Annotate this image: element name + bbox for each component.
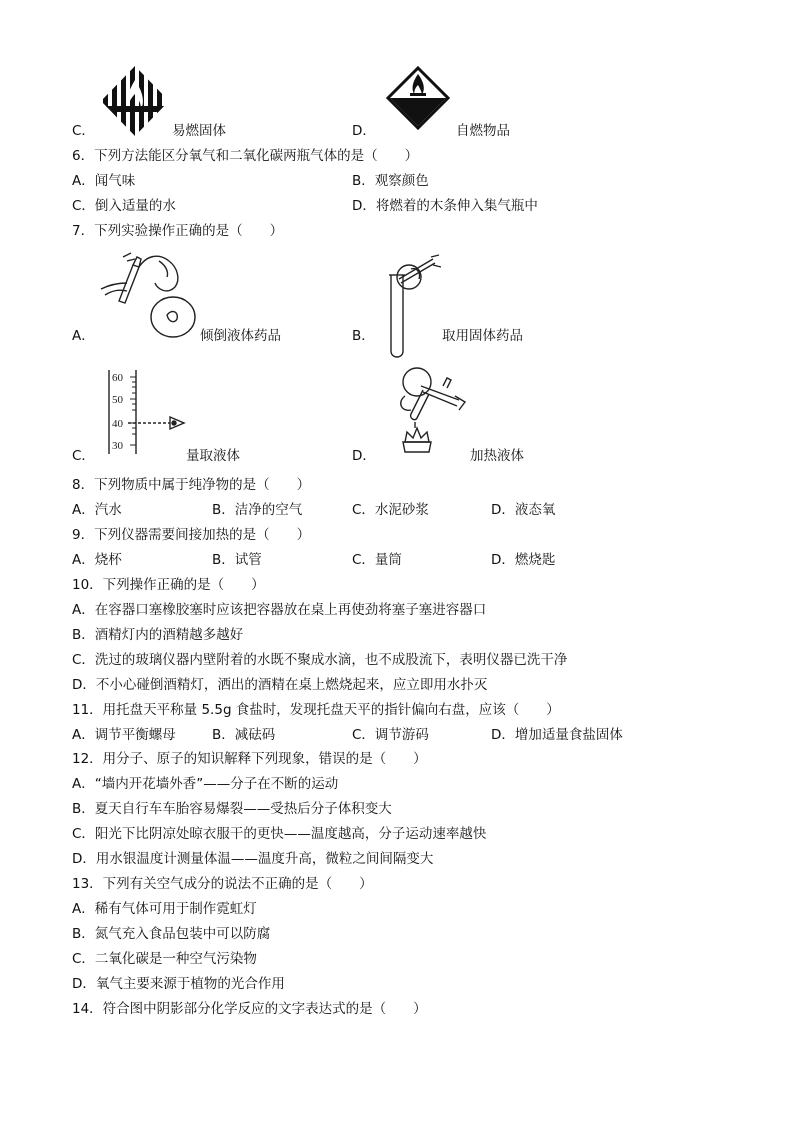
- q6-stem: 6．下列方法能区分氧气和二氧化碳两瓶气体的是（ ）: [72, 148, 419, 164]
- q5-option-d-letter: D．: [352, 123, 376, 139]
- q6-option-a: A．闻气味: [72, 173, 136, 189]
- spontaneous-combustion-symbol: [386, 66, 450, 130]
- q7-stem: 7．下列实验操作正确的是（ ）: [72, 223, 284, 239]
- q13-option-c: C．二氧化碳是一种空气污染物: [72, 951, 257, 967]
- q5-option-c-letter: C．: [72, 123, 95, 139]
- q7-option-c-caption: 量取液体: [186, 448, 240, 464]
- q12-option-d: D．用水银温度计测量体温——温度升高，微粒之间间隔变大: [72, 851, 434, 867]
- q10-stem: 10．下列操作正确的是（ ）: [72, 577, 265, 593]
- q6-option-d: D．将燃着的木条伸入集气瓶中: [352, 198, 538, 214]
- q8-option-c: C．水泥砂浆: [352, 502, 429, 518]
- cylinder-scale-40: 40: [112, 418, 123, 430]
- q14-stem: 14．符合图中阴影部分化学反应的文字表达式的是（ ）: [72, 1001, 427, 1017]
- pouring-liquid-illustration: [97, 249, 197, 339]
- q6-option-c: C．倒入适量的水: [72, 198, 176, 214]
- q9-option-a: A．烧杯: [72, 552, 122, 568]
- q12-option-a: A．“墙内开花墙外香”——分子在不断的运动: [72, 776, 339, 792]
- q8-option-a: A．汽水: [72, 502, 122, 518]
- q5-option-c-caption: 易燃固体: [172, 123, 226, 139]
- q11-option-b: B．减砝码: [212, 727, 276, 743]
- q12-option-b: B．夏天自行车车胎容易爆裂——受热后分子体积变大: [72, 801, 392, 817]
- q11-option-c: C．调节游码: [352, 727, 429, 743]
- q7-option-b-letter: B．: [352, 328, 375, 344]
- q11-stem: 11．用托盘天平称量 5.5g 食盐时，发现托盘天平的指针偏向右盘，应该（ ）: [72, 702, 560, 718]
- q11-option-a: A．调节平衡螺母: [72, 727, 176, 743]
- q13-option-b: B．氮气充入食品包装中可以防腐: [72, 926, 271, 942]
- q5-option-d-caption: 自燃物品: [456, 123, 510, 139]
- q6-option-b: B．观察颜色: [352, 173, 429, 189]
- q9-option-c: C．量筒: [352, 552, 402, 568]
- q12-option-c: C．阳光下比阴凉处晾衣服干的更快——温度越高，分子运动速率越快: [72, 826, 487, 842]
- q10-option-c: C．洗过的玻璃仪器内壁附着的水既不聚成水滴，也不成股流下，表明仪器已洗干净: [72, 652, 568, 668]
- flammable-solid-symbol: [101, 66, 169, 136]
- q13-option-d: D．氧气主要来源于植物的光合作用: [72, 976, 285, 992]
- measuring-cylinder-illustration: [104, 368, 194, 456]
- q9-option-d: D．燃烧匙: [491, 552, 556, 568]
- q9-option-b: B．试管: [212, 552, 262, 568]
- q7-option-a-letter: A．: [72, 328, 95, 344]
- cylinder-scale-50: 50: [112, 394, 123, 406]
- q9-stem: 9．下列仪器需要间接加热的是（ ）: [72, 527, 311, 543]
- cylinder-scale-60: 60: [112, 372, 123, 384]
- cylinder-scale-30: 30: [112, 440, 123, 452]
- q7-option-c-letter: C．: [72, 448, 95, 464]
- q10-option-d: D．不小心碰倒酒精灯，洒出的酒精在桌上燃烧起来，应立即用水扑灭: [72, 677, 488, 693]
- q12-stem: 12．用分子、原子的知识解释下列现象，错误的是（ ）: [72, 751, 427, 767]
- q13-option-a: A．稀有气体可用于制作霓虹灯: [72, 901, 257, 917]
- q10-option-b: B．酒精灯内的酒精越多越好: [72, 627, 244, 643]
- q10-option-a: A．在容器口塞橡胶塞时应该把容器放在桌上再使劲将塞子塞进容器口: [72, 602, 487, 618]
- q7-option-a-caption: 倾倒液体药品: [200, 328, 281, 344]
- q7-option-d-caption: 加热液体: [470, 448, 524, 464]
- q8-stem: 8．下列物质中属于纯净物的是（ ）: [72, 477, 311, 493]
- taking-solid-illustration: [381, 253, 451, 363]
- q13-stem: 13．下列有关空气成分的说法不正确的是（ ）: [72, 876, 373, 892]
- q8-option-d: D．液态氧: [491, 502, 556, 518]
- heating-liquid-illustration: [393, 366, 473, 462]
- q8-option-b: B．洁净的空气: [212, 502, 303, 518]
- q7-option-b-caption: 取用固体药品: [442, 328, 523, 344]
- q11-option-d: D．增加适量食盐固体: [491, 727, 623, 743]
- q7-option-d-letter: D．: [352, 448, 376, 464]
